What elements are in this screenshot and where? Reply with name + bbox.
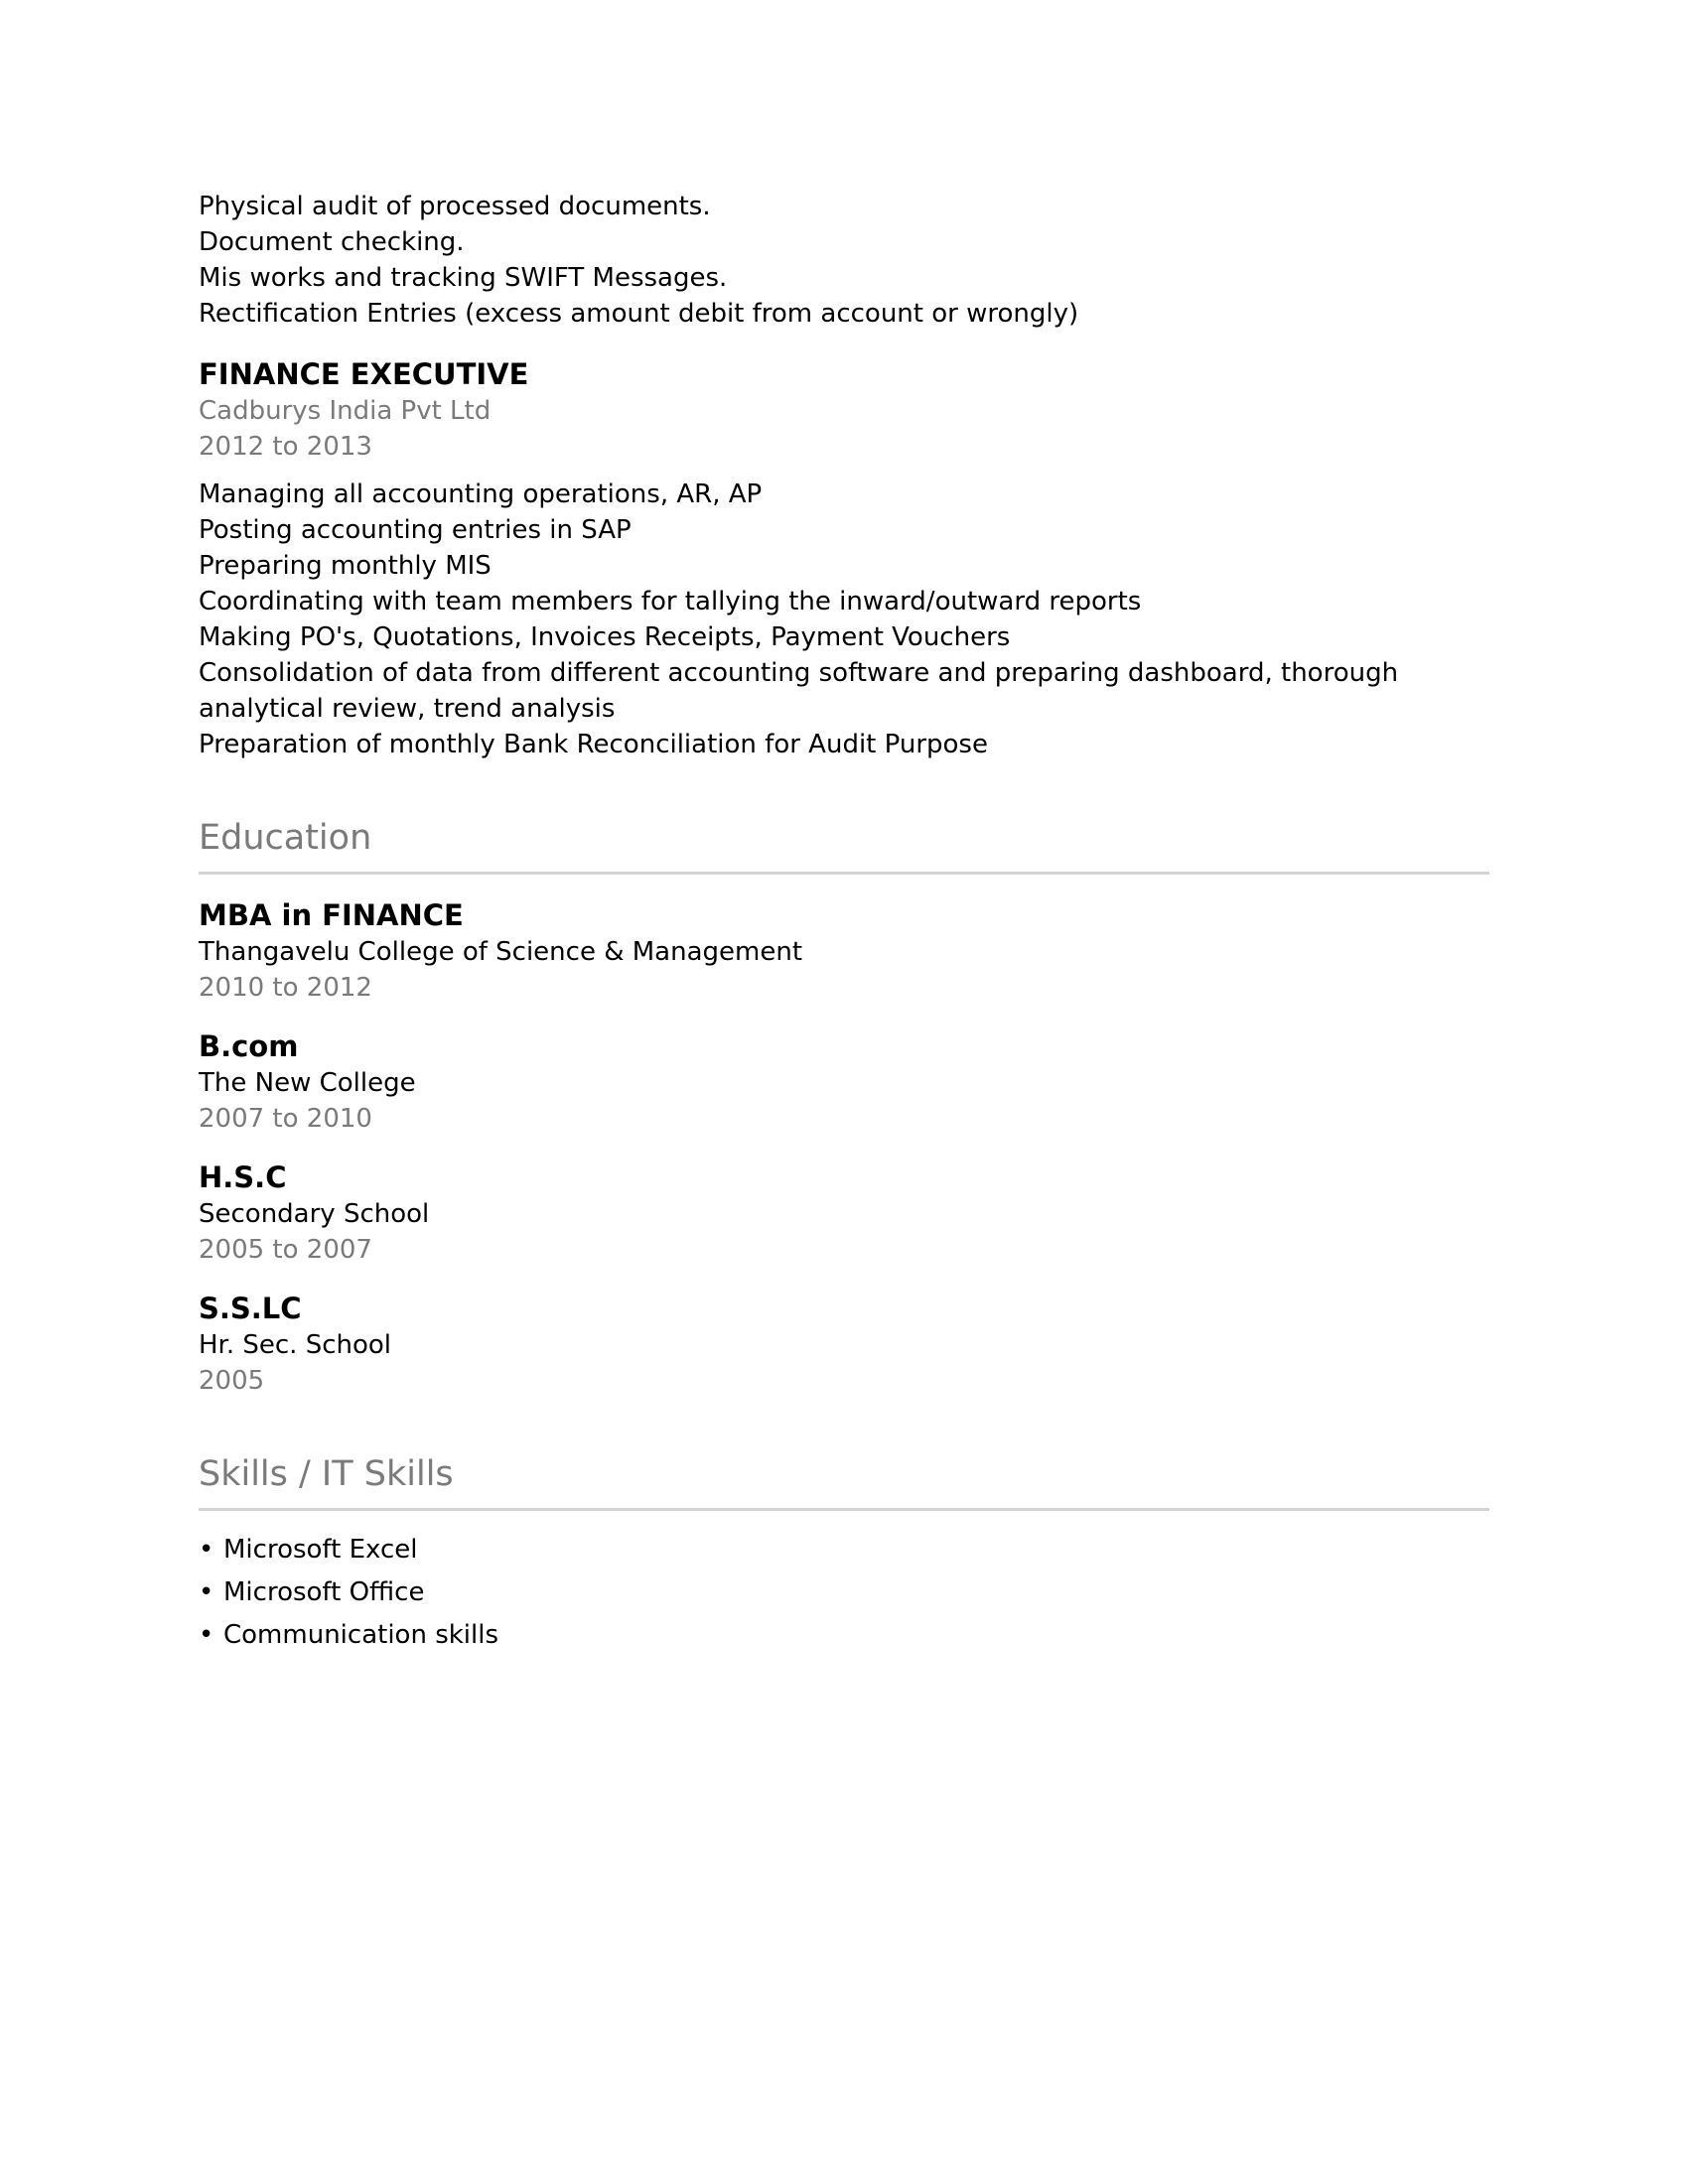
skill-item (199, 1614, 1489, 1657)
list-item: Document checking. (199, 227, 465, 257)
resume-page (199, 189, 1489, 1657)
list-item: Posting accounting entries in SAP (199, 515, 632, 545)
education-item (199, 896, 1489, 1006)
bullet-icon: • (199, 1535, 214, 1565)
education-period: 2007 to 2010 (199, 1104, 372, 1134)
education-period: 2005 (199, 1366, 265, 1396)
degree: S.S.LC (199, 1292, 302, 1325)
job-duties-list (199, 477, 1489, 762)
bullet-icon: • (199, 1620, 214, 1650)
degree: MBA in FINANCE (199, 898, 464, 932)
job-title: FINANCE EXECUTIVE (199, 357, 529, 391)
list-item: Making PO's, Quotations, Invoices Receipts, Payment Vouchers (199, 622, 1011, 652)
skills-heading: Skills / IT Skills (199, 1452, 1489, 1511)
education-heading: Education (199, 816, 1489, 875)
list-item: Coordinating with team members for tallying the inward/outward reports (199, 587, 1142, 616)
job-company: Cadburys India Pvt Ltd (199, 396, 492, 426)
institution: The New College (199, 1068, 416, 1098)
intro-duties-list (199, 189, 1489, 332)
skill-label: Communication skills (223, 1620, 499, 1650)
education-period: 2005 to 2007 (199, 1235, 372, 1265)
list-item: Managing all accounting operations, AR, AP (199, 479, 763, 509)
list-item: Physical audit of processed documents. (199, 192, 711, 221)
list-item: Preparing monthly MIS (199, 551, 492, 581)
institution: Thangavelu College of Science & Management (199, 937, 803, 967)
institution: Hr. Sec. School (199, 1330, 392, 1360)
education-period: 2010 to 2012 (199, 973, 372, 1003)
skill-label: Microsoft Excel (223, 1535, 418, 1565)
list-item: Consolidation of data from different accounting software and preparing dashboard, thorough (199, 658, 1399, 688)
degree: B.com (199, 1029, 299, 1063)
education-item (199, 1027, 1489, 1137)
list-item: Rectification Entries (excess amount debit from account or wrongly) (199, 299, 1079, 329)
skill-item (199, 1571, 1489, 1614)
skill-item (199, 1529, 1489, 1571)
skills-list (199, 1529, 1489, 1657)
education-item (199, 1290, 1489, 1399)
list-item: Preparation of monthly Bank Reconciliation for Audit Purpose (199, 730, 988, 759)
list-item: analytical review, trend analysis (199, 694, 616, 724)
education-section (199, 816, 1489, 1399)
institution: Secondary School (199, 1199, 430, 1229)
job-entry (199, 355, 1489, 762)
skills-section (199, 1452, 1489, 1657)
degree: H.S.C (199, 1160, 287, 1194)
list-item: Mis works and tracking SWIFT Messages. (199, 263, 728, 293)
job-period: 2012 to 2013 (199, 432, 372, 462)
skill-label: Microsoft Office (223, 1577, 425, 1607)
education-item (199, 1159, 1489, 1268)
bullet-icon: • (199, 1577, 214, 1607)
